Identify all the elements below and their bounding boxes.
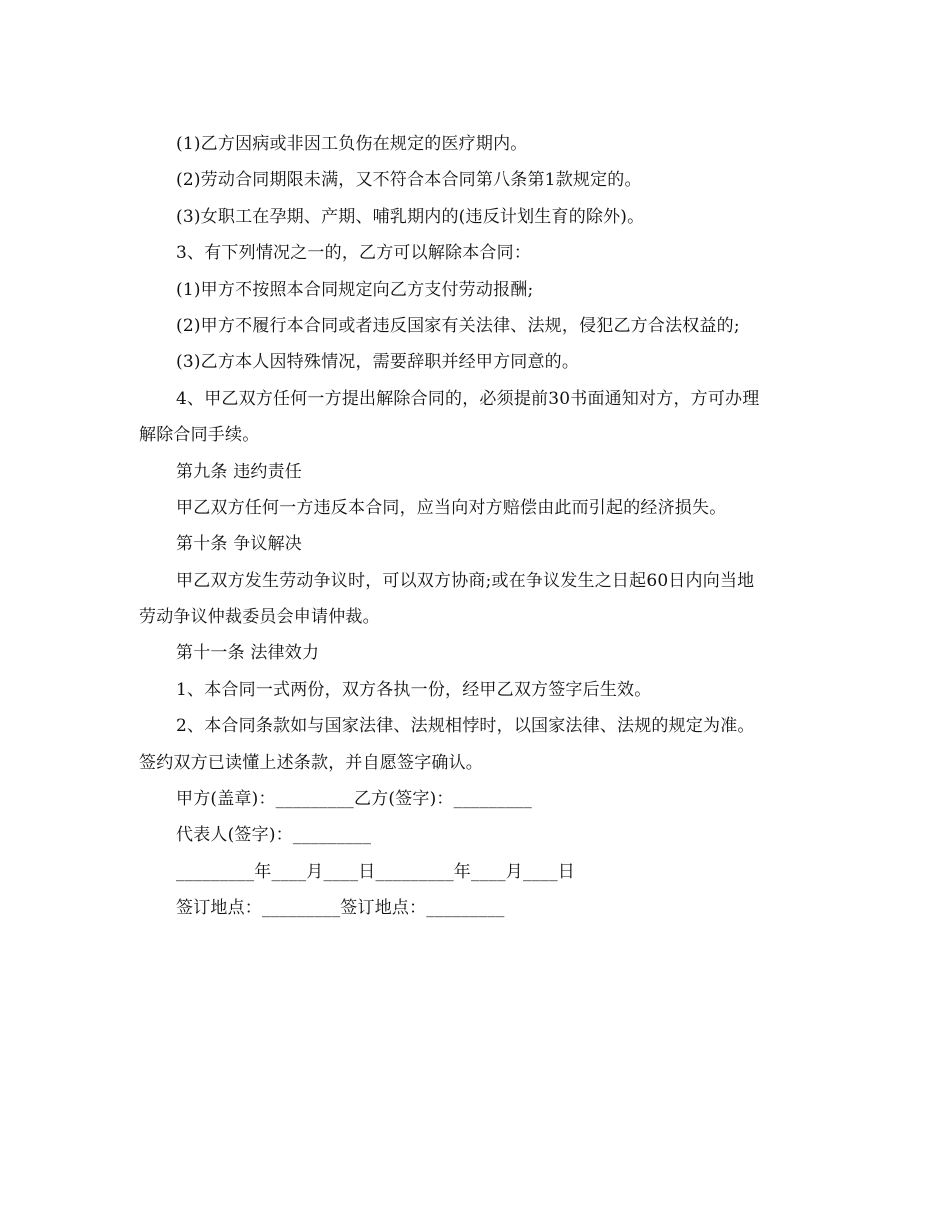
clause-line: (2)甲方不履行本合同或者违反国家有关法律、法规，侵犯乙方合法权益的; — [176, 315, 740, 336]
signature-line-representative: 代表人(签字)：_________ — [176, 825, 372, 846]
clause-line: (3)女职工在孕期、产期、哺乳期内的(违反计划生育的除外)。 — [176, 206, 645, 227]
clause-line: (3)乙方本人因特殊情况，需要辞职并经甲方同意的。 — [176, 352, 580, 373]
clause-line: 1、本合同一式两份，双方各执一份，经甲乙双方签字后生效。 — [176, 679, 652, 700]
clause-line: 甲乙双方发生劳动争议时，可以双方协商;或在争议发生之日起60日内向当地 — [176, 570, 755, 591]
clause-line: 4、甲乙双方任何一方提出解除合同的，必须提前30书面通知对方，方可办理 — [176, 388, 760, 409]
clause-line: 3、有下列情况之一的，乙方可以解除本合同： — [176, 243, 532, 264]
signature-line-date: _________年____月____日_________年____月____日 — [176, 861, 575, 882]
clause-line: (1)乙方因病或非因工负伤在规定的医疗期内。 — [176, 134, 528, 154]
clause-line-continuation: 解除合同手续。 — [139, 425, 260, 446]
clause-line: (1)甲方不按照本合同规定向乙方支付劳动报酬; — [176, 279, 534, 300]
section-heading: 第十一条 法律效力 — [176, 643, 320, 664]
clause-line-continuation: 劳动争议仲裁委员会申请仲裁。 — [139, 607, 380, 628]
clause-line: 甲乙双方任何一方违反本合同，应当向对方赔偿由此而引起的经济损失。 — [176, 497, 727, 518]
clause-line: 2、本合同条款如与国家法律、法规相悖时，以国家法律、法规的规定为准。 — [176, 716, 755, 737]
section-heading: 第九条 违约责任 — [176, 461, 303, 482]
signature-line-location: 签订地点：_________签订地点：_________ — [176, 898, 505, 919]
clause-line: (2)劳动合同期限未满，又不符合本合同第八条第1款规定的。 — [176, 170, 642, 191]
document-body — [139, 126, 819, 927]
clause-line-continuation: 签约双方已读懂上述条款，并自愿签字确认。 — [139, 752, 483, 773]
signature-line-parties: 甲方(盖章)：_________乙方(签字)：_________ — [176, 789, 532, 810]
section-heading: 第十条 争议解决 — [176, 534, 303, 555]
